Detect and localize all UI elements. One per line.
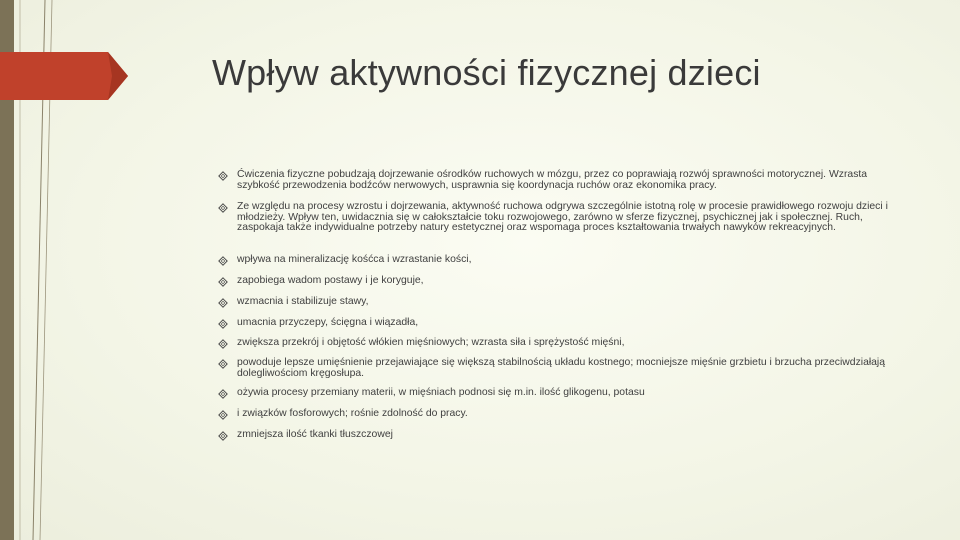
diamond-outline-icon	[218, 203, 228, 213]
diamond-outline-icon	[218, 256, 228, 266]
bullet-text: ożywia procesy przemiany materii, w mięśniach podnosi się m.in. ilość glikogenu, potasu	[237, 387, 645, 398]
diamond-outline-icon	[218, 410, 228, 420]
diamond-outline-icon	[218, 298, 228, 308]
red-title-tab	[0, 52, 130, 100]
bullet-text: zapobiega wadom postawy i je koryguje,	[237, 275, 424, 286]
bullet-text: zwiększa przekrój i objętość włókien mięśniowych; wzrasta siła i sprężystość mięśni,	[237, 337, 625, 348]
bullet-text: zmniejsza ilość tkanki tłuszczowej	[237, 429, 393, 440]
diamond-outline-icon	[218, 171, 228, 181]
bullet-text: powoduje lepsze umięśnienie przejawiające się większą stabilnością układu kostnego; mocniejsze mięśnie grzbietu i brzucha przeciwdziałają dolegliwościom kręgosłupa.	[237, 357, 886, 379]
bullet-text: i związków fosforowych; rośnie zdolność do pracy.	[237, 408, 468, 419]
bullet-text: wzmacnia i stabilizuje stawy,	[237, 296, 369, 307]
bullet-text: umacnia przyczepy, ścięgna i wiązadła,	[237, 317, 419, 328]
slide-title: Wpływ aktywności fizycznej dzieci	[212, 52, 761, 93]
bullet-text: Ze względu na procesy wzrostu i dojrzewania, aktywność ruchowa odgrywa szczególnie istotną rolę w procesie prawidłowego rozwoju dzieci i młodzieży. Wpływ ten, uwidacznia się w całokształcie toku rozwojowego, zarówno w sferze fizycznej, psychicznej jak i społecznej. Ruch, zaspokaja także indywidualne potrzeby natury estetycznej oraz wspomaga proces kształtowania trwałych nawyków rekreacyjnych.	[237, 201, 888, 233]
diamond-outline-icon	[218, 431, 228, 441]
diamond-outline-icon	[218, 339, 228, 349]
diamond-outline-icon	[218, 389, 228, 399]
diamond-outline-icon	[218, 319, 228, 329]
diamond-outline-icon	[218, 277, 228, 287]
diamond-outline-icon	[218, 359, 228, 369]
bullet-text: wpływa na mineralizację kośćca i wzrastanie kości,	[237, 254, 472, 265]
bullet-text: Ćwiczenia fizyczne pobudzają dojrzewanie ośrodków ruchowych w mózgu, przez co poprawiają rozwój sprawności motorycznej. Wzrasta szybkość przewodzenia bodźców nerwowych, usprawnia się koordynacja ruchów oraz ekonomika pracy.	[237, 169, 868, 191]
